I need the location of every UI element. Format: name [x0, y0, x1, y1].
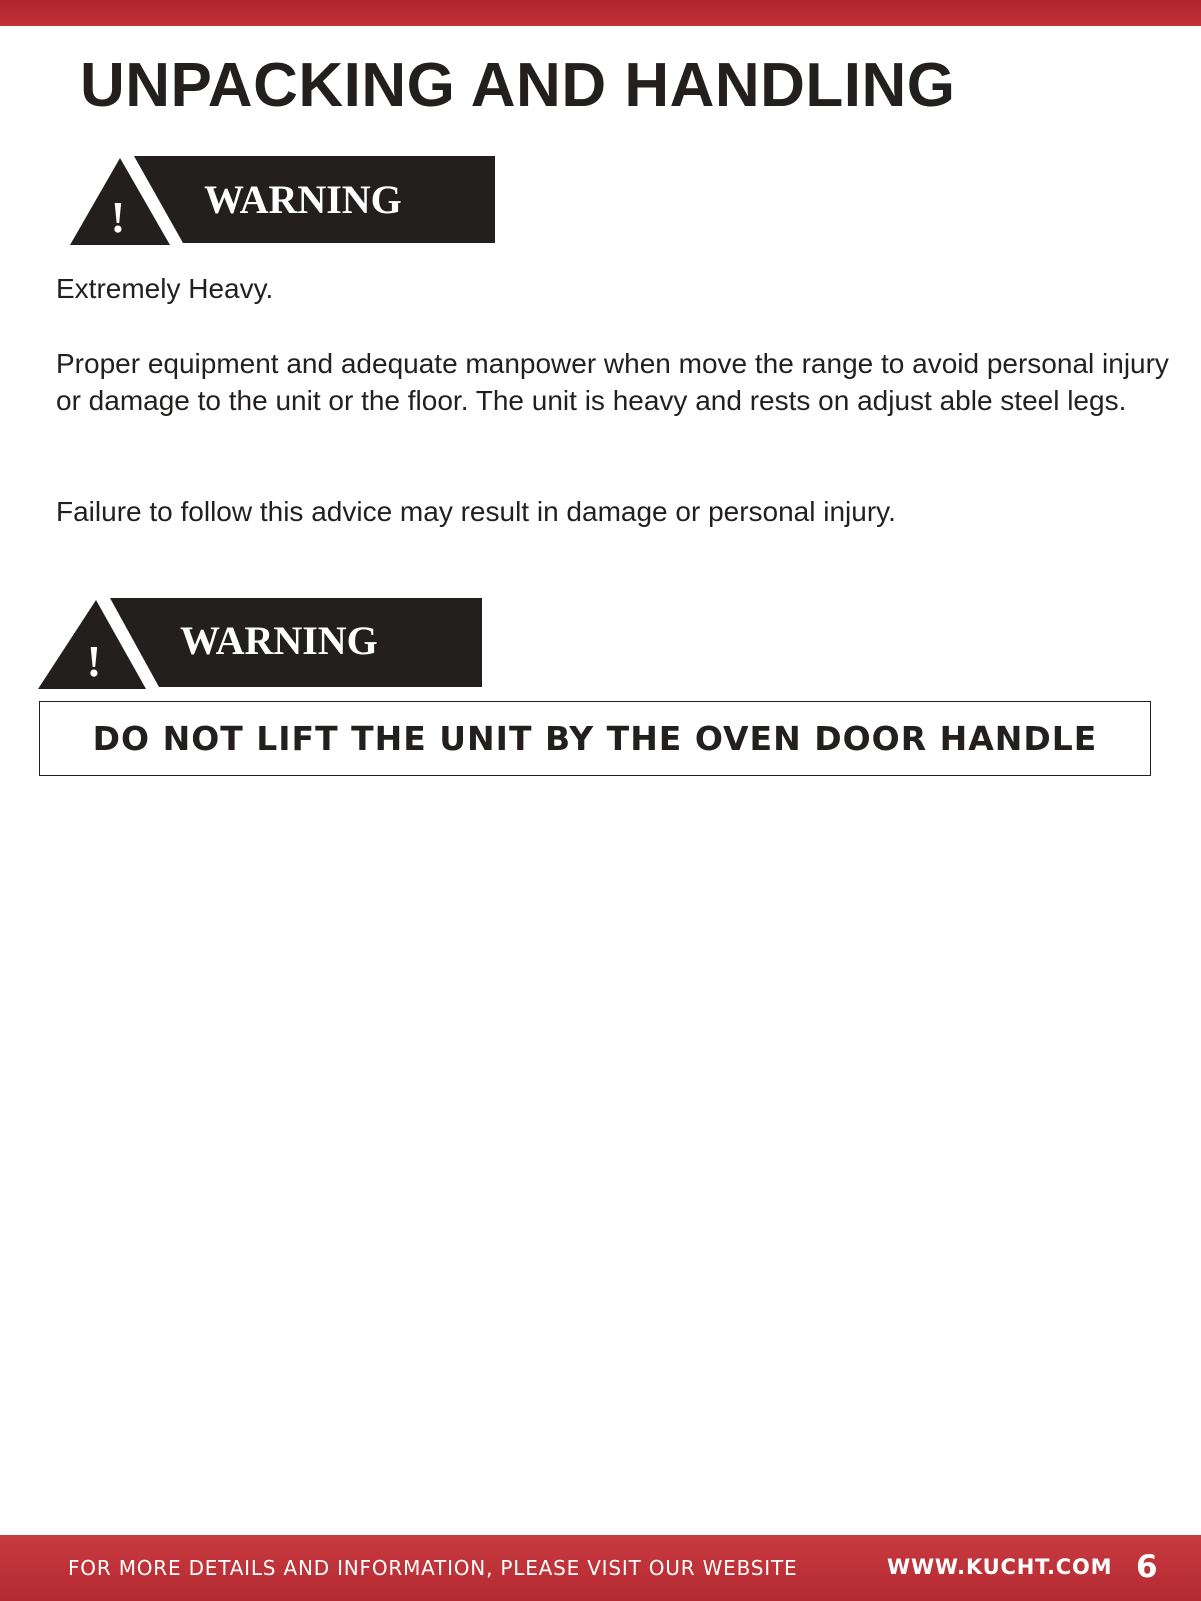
page-number: 6 [1136, 1549, 1158, 1585]
website-link[interactable]: WWW.KUCHT.COM [887, 1555, 1113, 1579]
footer-text: FOR MORE DETAILS AND INFORMATION, PLEASE VISIT OUR WEBSITE [68, 1556, 798, 1580]
exclamation-triangle-icon: ! [110, 193, 126, 242]
warning-label: WARNING [204, 177, 402, 222]
paragraph-equipment: Proper equipment and adequate manpower when move the range to avoid personal injury or damage to the unit or the floor. The unit is heavy and rests on adjust able steel legs. [56, 348, 1169, 416]
notice-text: DO NOT LIFT THE UNIT BY THE OVEN DOOR HANDLE [92, 719, 1098, 758]
warning-banner [62, 156, 532, 251]
warning-banner [38, 598, 508, 693]
footer-bar [0, 1535, 1201, 1601]
paragraph-heavy: Extremely Heavy. [56, 273, 274, 304]
warning-label: WARNING [180, 618, 378, 663]
page-title: UNPACKING AND HANDLING [80, 51, 956, 120]
header-accent-bar [0, 0, 1201, 26]
paragraph-failure: Failure to follow this advice may result in damage or personal injury. [56, 496, 896, 527]
notice-box [39, 701, 1151, 776]
exclamation-triangle-icon: ! [86, 637, 102, 686]
